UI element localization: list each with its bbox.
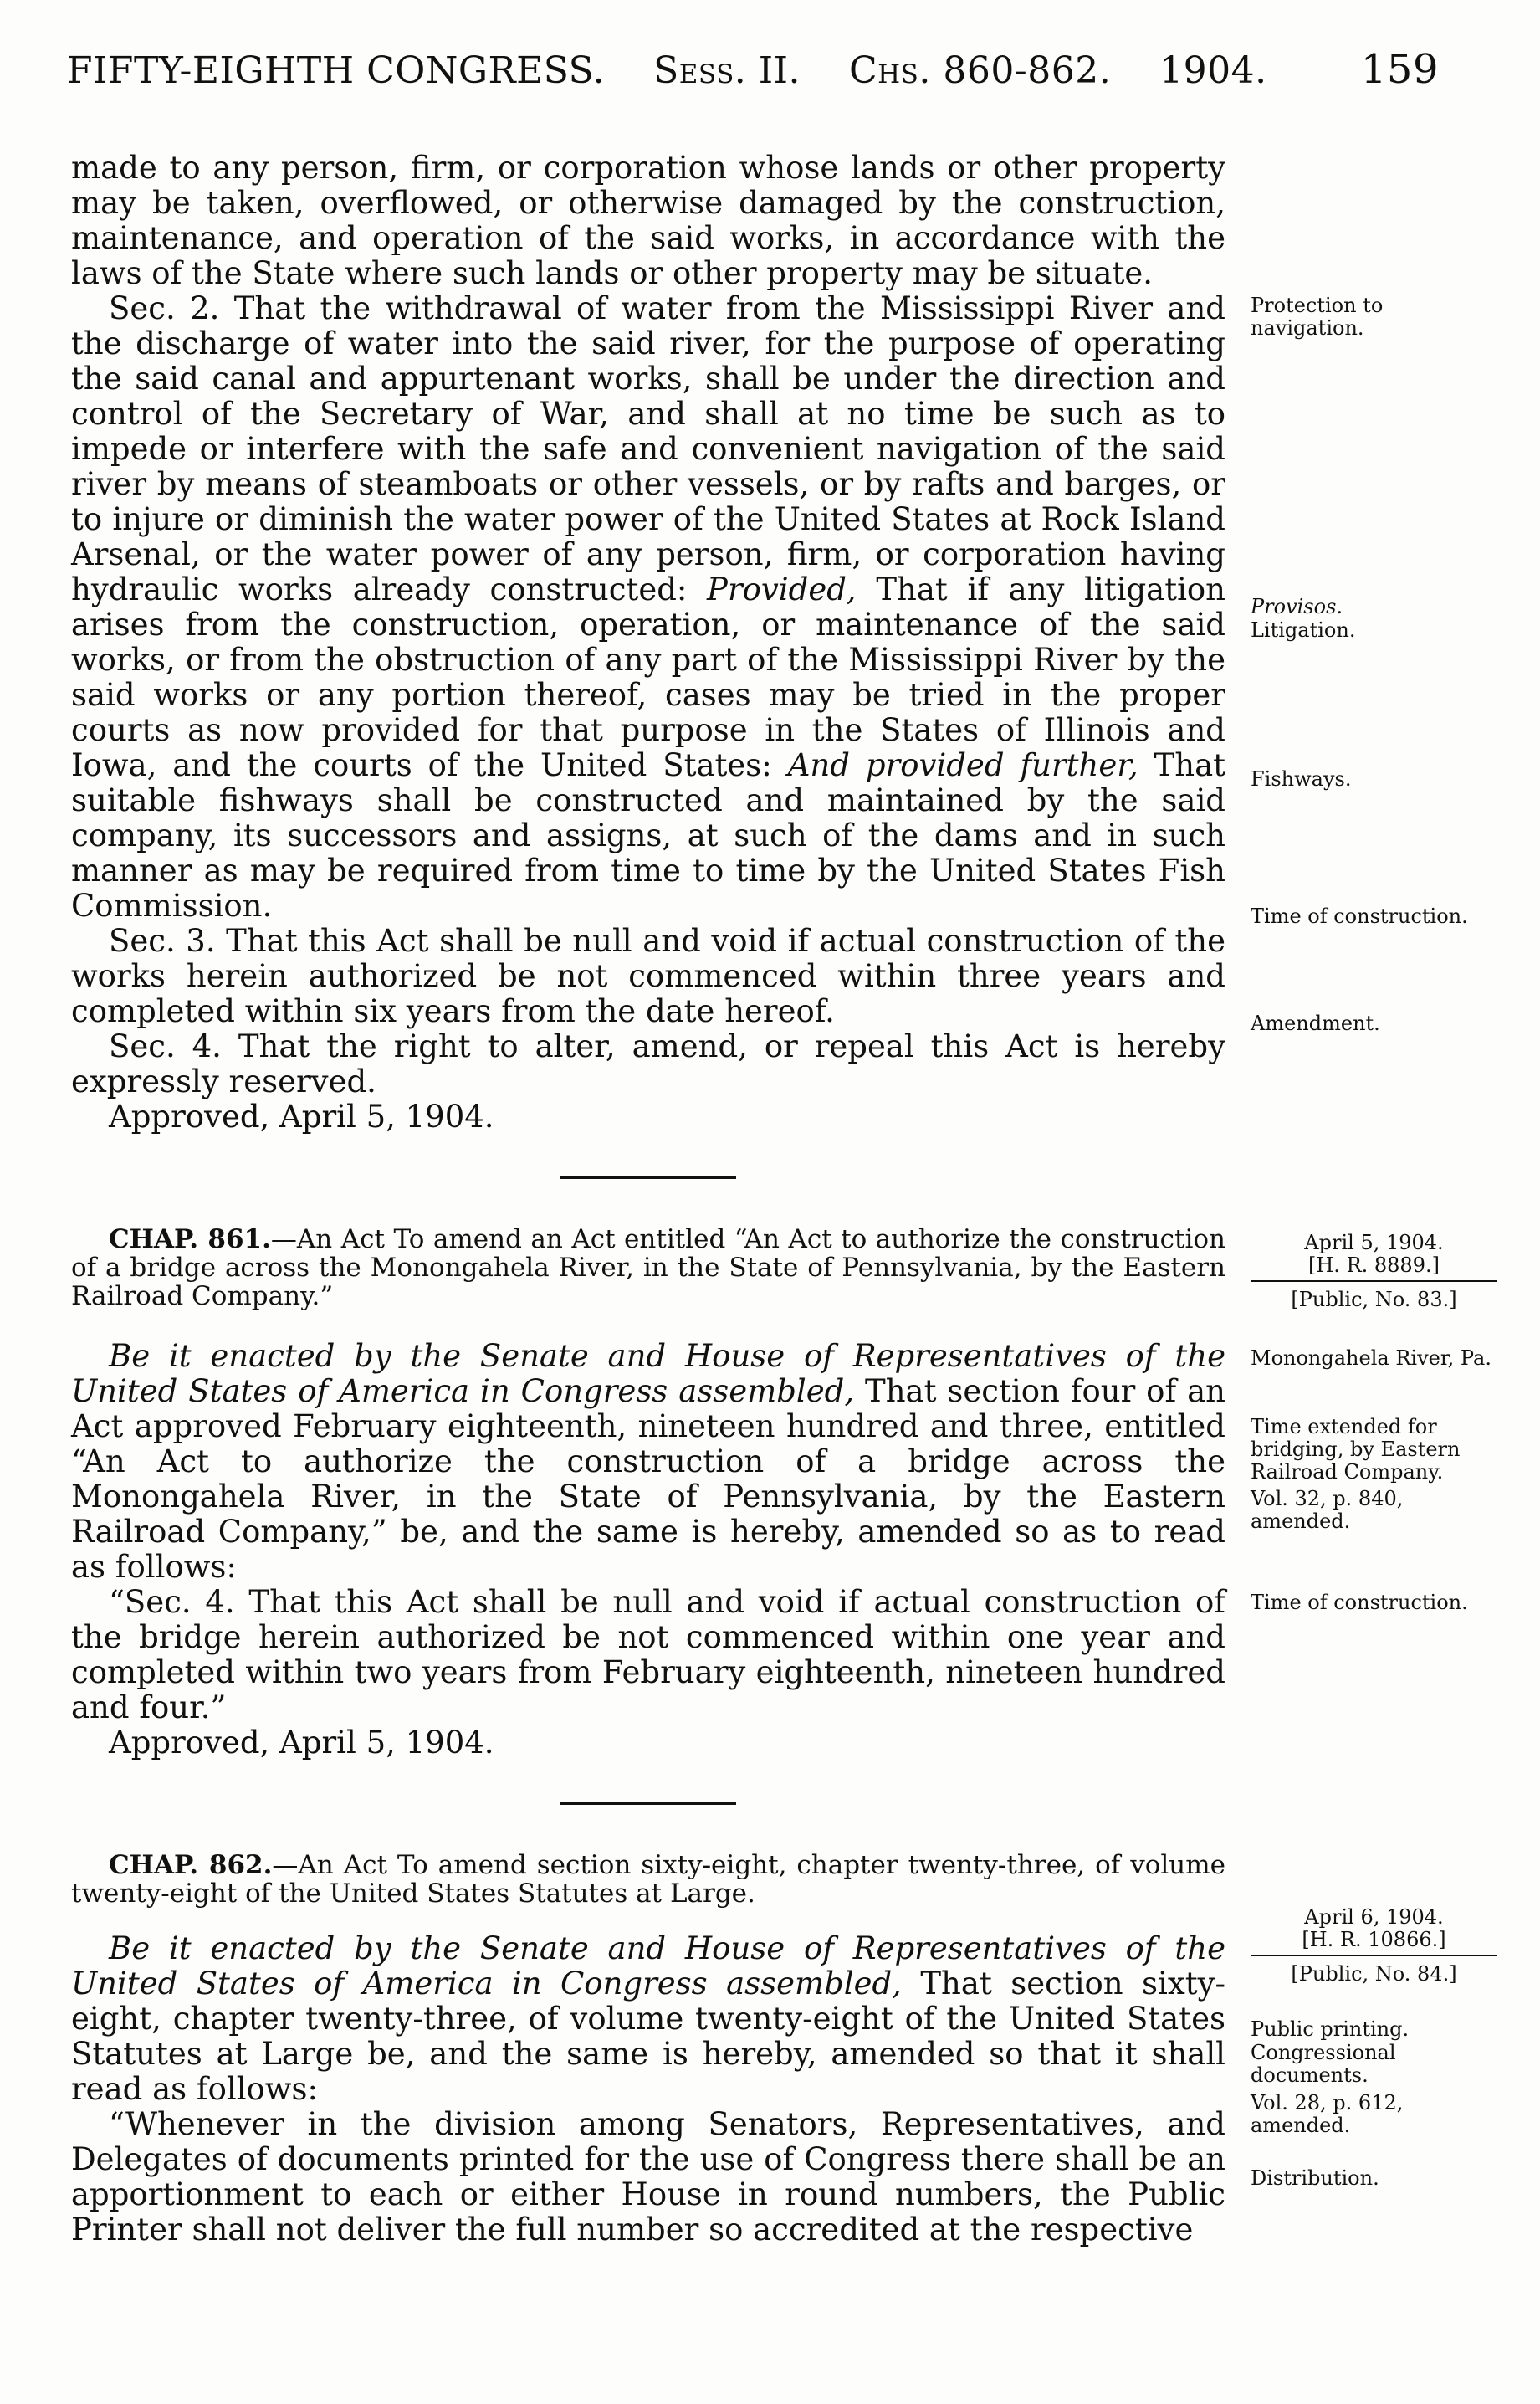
chapters-label: Chs. 860-862.	[848, 49, 1112, 92]
section-4-paragraph: Sec. 4. That the right to alter, amend, or repeal this Act is hereby expressly reserved.	[71, 1028, 1225, 1099]
margin-note: Distribution.	[1251, 2166, 1379, 2190]
enacting-clause-861	[71, 1339, 1225, 1585]
margin-note: Protection to navigation.	[1251, 294, 1384, 340]
approved-line-2: Approved, April 5, 1904.	[109, 1725, 494, 1761]
margin-bill-number: [H. R. 8889.]	[1251, 1254, 1497, 1282]
provided-further-text: That suitable fishways shall be constructed and maintained by the said company, its successors and assigns, at such of the dams and in such manner as may be required from time to time by the United States Fish Commission.	[71, 747, 1226, 924]
section-divider	[560, 1802, 736, 1805]
margin-note: Time of construction.	[1251, 905, 1468, 928]
margin-note: Amendment.	[1251, 1012, 1380, 1035]
chapter-861-heading	[71, 1225, 1225, 1310]
margin-note: Time extended for bridging, by Eastern Railroad Company.	[1251, 1415, 1461, 1484]
chapter-862-label: CHAP. 862.	[109, 1850, 273, 1880]
chapter-862-title: —An Act To amend section sixty-eight, chapter twenty-three, of volume twenty-eight of the United States Statutes at Large.	[71, 1850, 1225, 1909]
quoted-distribution: “Whenever in the division among Senators, Representatives, and Delegates of documents printed for the use of Congress there shall be an apportionment to each or either House in round numbers, the Public Printer shall not deliver the full number so accredited at the respective	[71, 2106, 1225, 2248]
congress-title: FIFTY-EIGHTH CONGRESS.	[67, 49, 606, 92]
section-2-text: Sec. 2. That the withdrawal of water from the Mississippi River and the discharge of water into the said river, for the purpose of operating the said canal and appurtenant works, shall be under the direction and control of the Secretary of War, and shall at no time be such as to impede or interfere with the safe and convenient navigation of the said river by means of steamboats or other vessels, or by rafts and barges, or to injure or diminish the water power of the United States at Rock Island Arsenal, or the water power of any person, firm, or corporation having hydraulic works already constructed:	[71, 290, 1225, 607]
chapter-862-heading	[71, 1851, 1225, 1908]
margin-note: Time of construction.	[1251, 1591, 1468, 1614]
approved-line-1: Approved, April 5, 1904.	[109, 1099, 494, 1135]
margin-date: April 6, 1904.	[1304, 1905, 1444, 1929]
enacting-formula-861: Be it enacted by the Senate and House of Representatives of the United States of America in Congress assembled,	[71, 1338, 1225, 1409]
main-text	[71, 151, 1225, 2248]
page-header	[67, 46, 1439, 93]
year-label: 1904.	[1159, 49, 1267, 92]
enacting-formula-862: Be it enacted by the Senate and House of Representatives of the United States of America in Congress assembled,	[71, 1930, 1225, 2002]
quoted-section-4: “Sec. 4. That this Act shall be null and void if actual construction of the bridge herein authorized be not commenced within one year and completed within two years from February eighteenth, nineteen hundred and four.”	[71, 1584, 1225, 1725]
margin-public-number: [Public, No. 83.]	[1291, 1288, 1457, 1311]
chapter-861-label: CHAP. 861.	[109, 1224, 271, 1254]
margin-note: Fishways.	[1251, 767, 1352, 791]
margin-bill-number: [H. R. 10866.]	[1251, 1929, 1497, 1956]
margin-note: Vol. 32, p. 840, amended.	[1251, 1487, 1404, 1533]
margin-note: Congressional documents.	[1251, 2041, 1396, 2087]
margin-public-number: [Public, No. 84.]	[1291, 1962, 1457, 1986]
margin-note: Provisos.	[1251, 595, 1343, 618]
margin-note: Public printing.	[1251, 2017, 1410, 2041]
margin-note: Litigation.	[1251, 618, 1356, 642]
provided-further-keyword: And provided further,	[787, 747, 1138, 783]
page-number: 159	[1360, 46, 1439, 93]
section-divider	[560, 1176, 736, 1179]
chapter-861-title: —An Act To amend an Act entitled “An Act to authorize the construction of a bridge across the Monongahela River, in the State of Pennsylvania, by the Eastern Railroad Company.”	[71, 1224, 1225, 1311]
continuation-paragraph: made to any person, firm, or corporation whose lands or other property may be taken, overflowed, or otherwise damaged by the construction, maintenance, and operation of the said works, in accordance with the laws of the State where such lands or other property may be situate.	[71, 150, 1225, 291]
enacting-text-862: That section sixty-eight, chapter twenty-three, of volume twenty-eight of the United States Statutes at Large be, and the same is hereby, amended so that it shall read as follows:	[71, 1966, 1226, 2107]
provided-text: That if any litigation arises from the construction, operation, or maintenance of the said works, or from the obstruction of any part of the Mississippi River by the said works or any portion thereof, cases may be tried in the proper courts as now provided for that purpose in the States of Illinois and Iowa, and the courts of the United States:	[71, 572, 1226, 783]
header-title-group	[67, 49, 1267, 92]
margin-note: Vol. 28, p. 612, amended.	[1251, 2091, 1404, 2137]
margin-date-861	[1251, 1232, 1497, 1311]
provided-keyword: Provided,	[707, 572, 857, 607]
section-3-paragraph: Sec. 3. That this Act shall be null and void if actual construction of the works herein authorized be not commenced within three years and completed within six years from the date hereof.	[71, 923, 1225, 1029]
margin-date-862	[1251, 1906, 1497, 1986]
session-label: Sess. II.	[653, 49, 801, 92]
margin-date: April 5, 1904.	[1304, 1231, 1444, 1254]
enacting-text-861: That section four of an Act approved February eighteenth, nineteen hundred and three, entitled “An Act to authorize the construction of a bridge across the Monongahela River, in the State of Pennsylvania, by the Eastern Railroad Company,” be, and the same is hereby, amended so as to read as follows:	[71, 1373, 1225, 1585]
section-2-paragraph	[71, 291, 1225, 924]
enacting-clause-862	[71, 1931, 1225, 2107]
margin-note: Monongahela River, Pa.	[1251, 1346, 1491, 1370]
